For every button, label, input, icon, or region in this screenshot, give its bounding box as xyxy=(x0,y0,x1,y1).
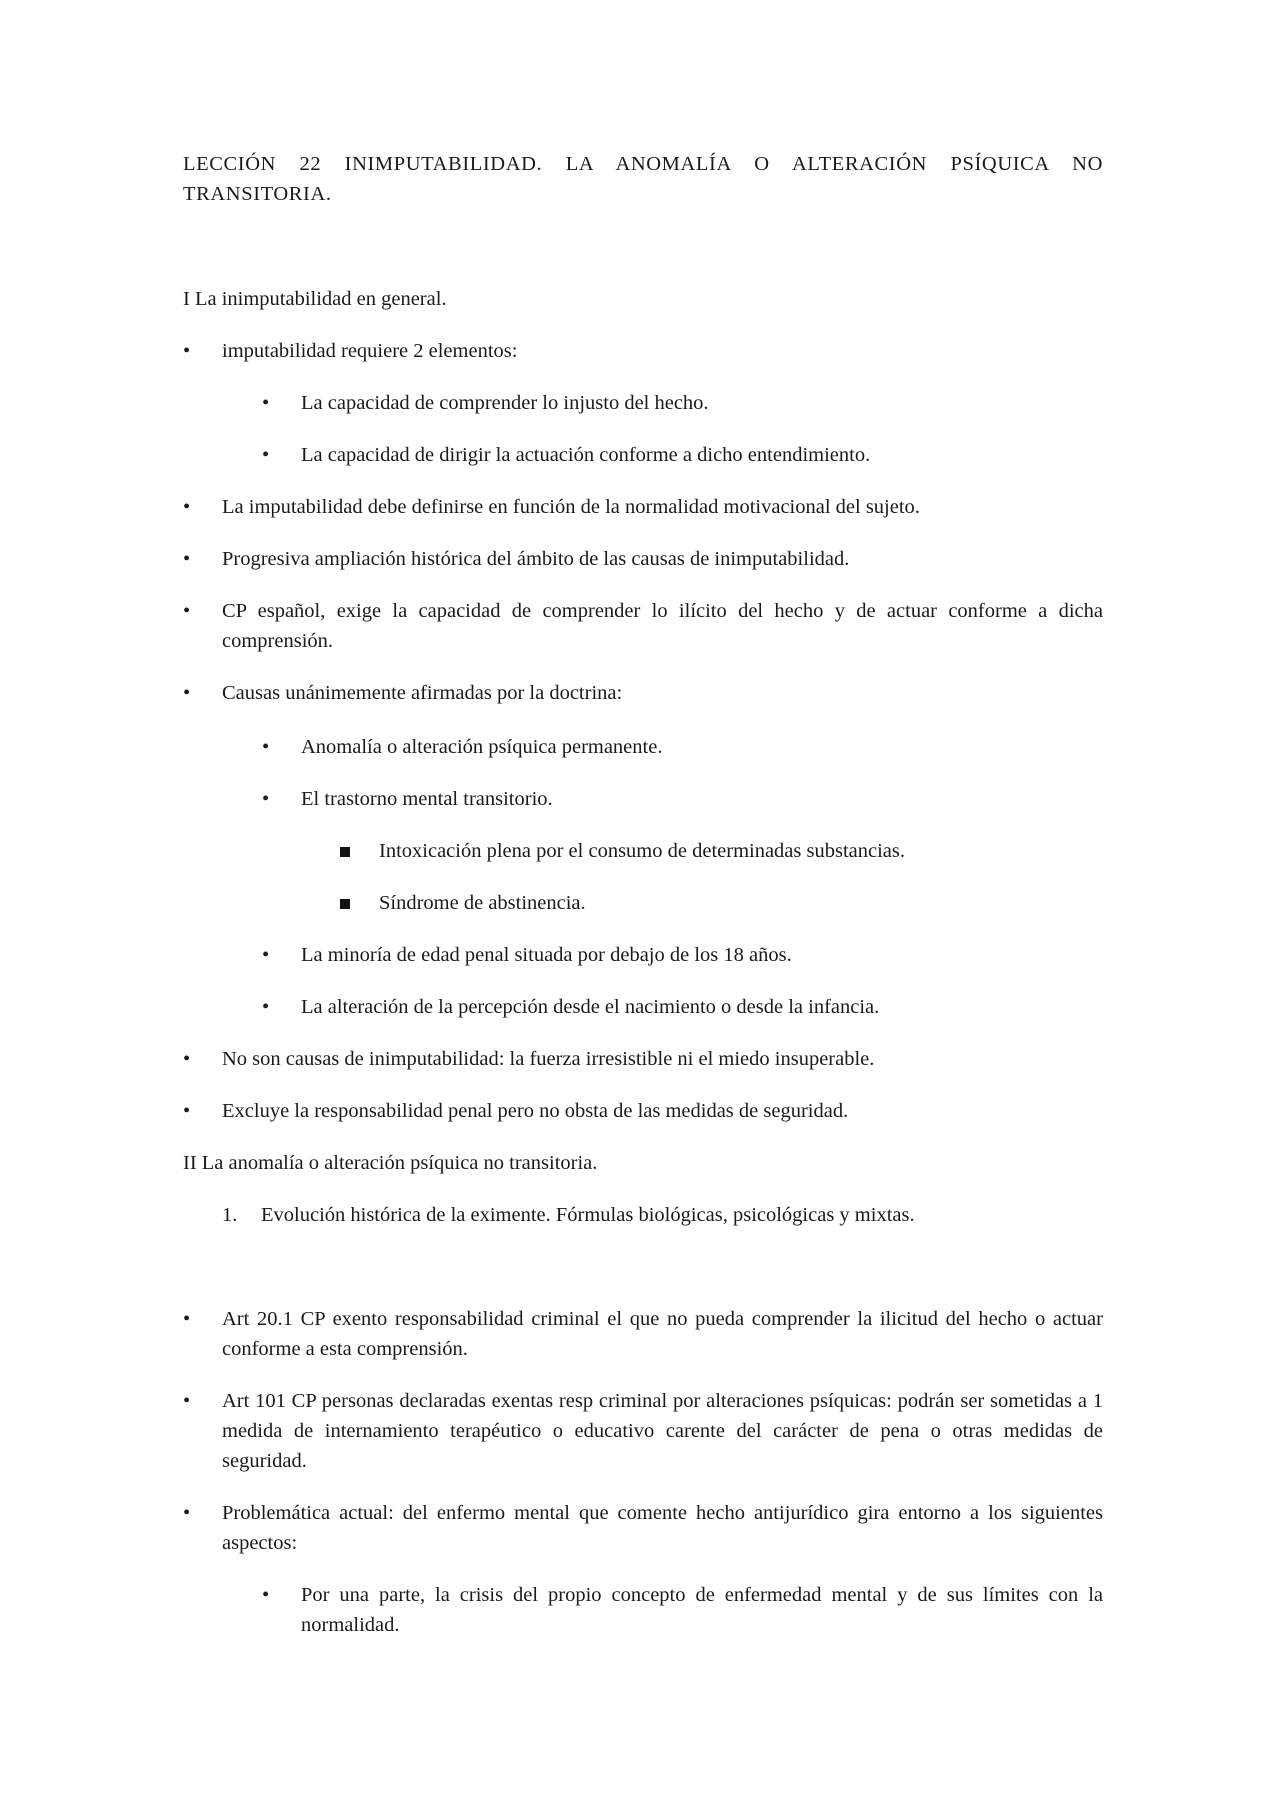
bullet-icon: • xyxy=(183,1100,191,1122)
numbered-item: 1. Evolución histórica de la eximente. Fórmulas biológicas, psicológicas y mixtas. xyxy=(222,1200,1103,1230)
square-bullet-icon xyxy=(340,847,350,857)
list-item: • Anomalía o alteración psíquica permanente. xyxy=(262,732,1103,762)
list-item: Síndrome de abstinencia. xyxy=(340,888,1103,918)
list-item: • imputabilidad requiere 2 elementos: xyxy=(183,336,1103,366)
bullet-icon: • xyxy=(262,788,270,810)
bullet-icon: • xyxy=(183,548,191,570)
list-item: • Art 101 CP personas declaradas exentas resp criminal por alteraciones psíquicas: podrán ser sometidas a 1 medida de internamiento terapéutico o educativo carente del carácter de pena o otras medidas de seguridad. xyxy=(183,1386,1103,1476)
bullet-icon: • xyxy=(183,1502,191,1524)
list-item: • La capacidad de dirigir la actuación conforme a dicho entendimiento. xyxy=(262,440,1103,470)
list-item: • Por una parte, la crisis del propio concepto de enfermedad mental y de sus límites con la normalidad. xyxy=(262,1580,1103,1640)
list-item: Intoxicación plena por el consumo de determinadas substancias. xyxy=(340,836,1103,866)
list-item: • Excluye la responsabilidad penal pero no obsta de las medidas de seguridad. xyxy=(183,1096,1103,1126)
bullet-icon: • xyxy=(183,496,191,518)
list-item: • La capacidad de comprender lo injusto del hecho. xyxy=(262,388,1103,418)
list-item: • El trastorno mental transitorio. xyxy=(262,784,1103,814)
list-item: • No son causas de inimputabilidad: la fuerza irresistible ni el miedo insuperable. xyxy=(183,1044,1103,1074)
lesson-title xyxy=(183,149,1103,209)
list-item: • Progresiva ampliación histórica del ámbito de las causas de inimputabilidad. xyxy=(183,544,1103,574)
square-bullet-icon xyxy=(340,899,350,909)
title-line-1: LECCIÓN 22 INIMPUTABILIDAD. LA ANOMALÍA O ALTERACIÓN PSÍQUICA NO xyxy=(183,153,1103,175)
bullet-icon: • xyxy=(262,944,270,966)
list-item: • Art 20.1 CP exento responsabilidad criminal el que no pueda comprender la ilicitud del hecho o actuar conforme a esta comprensión. xyxy=(183,1304,1103,1364)
list-item: • La alteración de la percepción desde el nacimiento o desde la infancia. xyxy=(262,992,1103,1022)
list-item: • La minoría de edad penal situada por debajo de los 18 años. xyxy=(262,940,1103,970)
list-number: 1. xyxy=(222,1204,238,1226)
section-1-heading: I La inimputabilidad en general. xyxy=(183,288,447,310)
list-item: • Problemática actual: del enfermo mental que comente hecho antijurídico gira entorno a los siguientes aspectos: xyxy=(183,1498,1103,1558)
list-item: • CP español, exige la capacidad de comprender lo ilícito del hecho y de actuar conforme a dicha comprensión. xyxy=(183,596,1103,656)
bullet-icon: • xyxy=(183,1390,191,1412)
bullet-icon: • xyxy=(183,1308,191,1330)
bullet-icon: • xyxy=(183,340,191,362)
list-item: • La imputabilidad debe definirse en función de la normalidad motivacional del sujeto. xyxy=(183,492,1103,522)
bullet-icon: • xyxy=(262,392,270,414)
section-2-heading: II La anomalía o alteración psíquica no transitoria. xyxy=(183,1152,598,1174)
bullet-icon: • xyxy=(183,682,191,704)
bullet-icon: • xyxy=(262,736,270,758)
bullet-icon: • xyxy=(262,444,270,466)
bullet-icon: • xyxy=(262,1584,270,1606)
title-line-2: TRANSITORIA. xyxy=(183,183,332,205)
bullet-icon: • xyxy=(262,996,270,1018)
list-item: • Causas unánimemente afirmadas por la doctrina: xyxy=(183,678,1103,708)
bullet-icon: • xyxy=(183,600,191,622)
bullet-icon: • xyxy=(183,1048,191,1070)
